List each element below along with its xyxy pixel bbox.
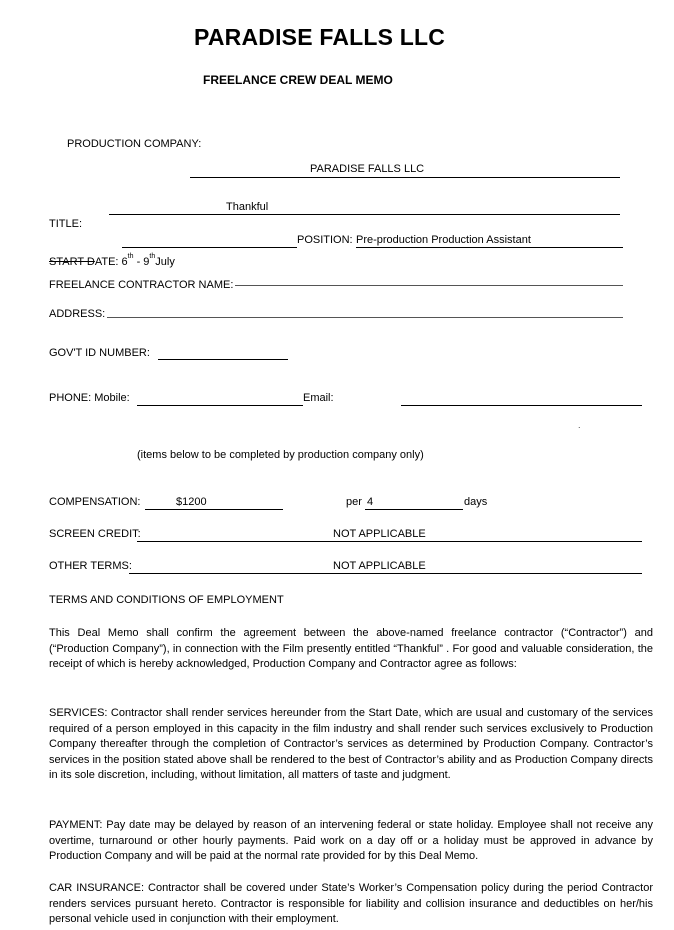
production-company-value[interactable]: PARADISE FALLS LLC: [310, 163, 425, 175]
gov-id-line[interactable]: [158, 359, 288, 360]
production-note: (items below to be completed by production company only): [137, 449, 424, 461]
days-label: days: [464, 496, 488, 508]
other-terms-label: OTHER TERMS:: [49, 560, 132, 572]
compensation-label: COMPENSATION:: [49, 496, 141, 508]
title-line-2: [122, 247, 297, 248]
title-line: [109, 214, 620, 215]
contractor-name-line[interactable]: [235, 285, 623, 286]
other-terms-line: [129, 573, 642, 574]
contractor-name-label: FREELANCE CONTRACTOR NAME:: [49, 279, 234, 291]
services-paragraph: SERVICES: Contractor shall render services hereunder from the Start Date, which are usual and customary of the services required of a person employed in this capacity in the film industry and shall render such services exclusively to Production Company thereafter through the completion of Contractor’s services as determined by Production Company. Contractor’s services in the position stated above shall be rendered to the best of Contractor’s ability and as Production Company directs in its sole discretion, including, without limitation, all matters of taste and judgment.: [49, 707, 653, 782]
compensation-value[interactable]: $1200: [176, 496, 207, 508]
production-company-label: PRODUCTION COMPANY:: [67, 138, 202, 150]
start-date-label: ATE:: [94, 256, 119, 268]
phone-label: PHONE: Mobile:: [49, 392, 130, 404]
car-insurance-paragraph: CAR INSURANCE: Contractor shall be covered under State’s Worker’s Compensation policy during the period Contractor renders services pursuant hereto. Contractor is responsible for liability and collision insurance and deductibles on her/his personal vehicle used in conjunction with their employment.: [49, 882, 653, 926]
per-value[interactable]: 4: [367, 496, 374, 508]
position-line: [356, 247, 623, 248]
start-date-label-struck: START D: [49, 256, 95, 268]
payment-paragraph: PAYMENT: Pay date may be delayed by reason of an intervening federal or state holiday. Employee shall not receive any overtime, turnaround or other hourly payments. Paid work on a day off or a holiday must be approved in advance by Production Company and will be paid at the normal rate provided for by this Deal Memo.: [49, 819, 653, 863]
phone-line[interactable]: [137, 405, 303, 406]
title-value[interactable]: Thankful: [226, 201, 269, 213]
terms-intro-paragraph: This Deal Memo shall confirm the agreement between the above-named freelance contractor (“Contractor”) and (“Production Company”), in connection with the Film presently entitled “Thankful” . For good and valuable consideration, the receipt of which is hereby acknowledged, Production Company and Contractor agree as follows:: [49, 627, 653, 671]
stray-mark: .: [578, 420, 581, 430]
position-value[interactable]: Pre-production Production Assistant: [356, 234, 531, 246]
email-line[interactable]: [401, 405, 642, 406]
compensation-line: [145, 509, 283, 510]
position-label: POSITION:: [297, 234, 353, 246]
address-line[interactable]: [107, 317, 623, 318]
start-date-row: [49, 253, 175, 268]
address-label: ADDRESS:: [49, 308, 106, 320]
title-label: TITLE:: [49, 218, 83, 230]
document-title: FREELANCE CREW DEAL MEMO: [203, 73, 393, 87]
other-terms-value[interactable]: NOT APPLICABLE: [333, 560, 426, 572]
per-line: [365, 509, 463, 510]
screen-credit-value[interactable]: NOT APPLICABLE: [333, 528, 426, 540]
email-label: Email:: [303, 392, 334, 404]
gov-id-label: GOV'T ID NUMBER:: [49, 347, 150, 359]
screen-credit-line: [137, 541, 642, 542]
screen-credit-label: SCREEN CREDIT:: [49, 528, 141, 540]
per-label: per: [346, 496, 362, 508]
company-heading: PARADISE FALLS LLC: [194, 24, 446, 50]
production-company-line: [190, 177, 620, 178]
terms-heading: TERMS AND CONDITIONS OF EMPLOYMENT: [49, 594, 284, 606]
start-date-value[interactable]: 6th - 9thJuly: [121, 253, 175, 268]
